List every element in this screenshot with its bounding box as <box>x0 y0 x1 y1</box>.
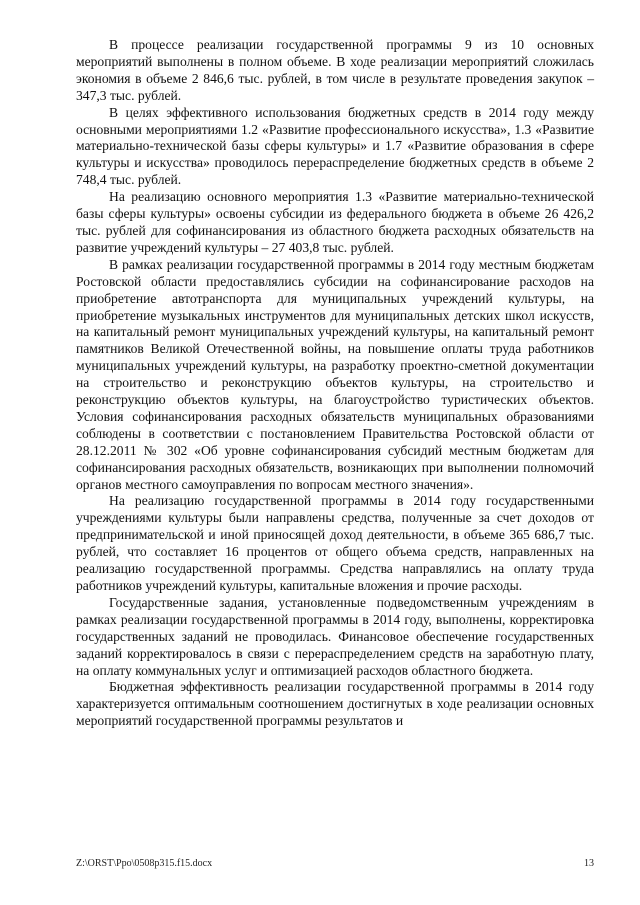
paragraph-federal-subsidies: На реализацию основного мероприятия 1.3 «Развитие материально-технической базы сферы культуры» освоены субсидии из федерального бюджета в объеме 26 426,2 тыс. рублей для софинансирования из областного бюджета расходных обязательств на развитие учреждений культуры – 27 403,8 тыс. рублей. <box>76 189 594 255</box>
page-number: 13 <box>584 858 594 869</box>
paragraph-state-tasks: Государственные задания, установленные подведомственным учреждениям в рамках реализации государственной программы в 2014 году, выполнены, корректировка государственных заданий не проводилась. Финансовое обеспечение государственных заданий корректировалось в связи с перераспределением средств на заработную плату, на оплату коммунальных услуг и оптимизацией расходов областного бюджета. <box>76 594 594 678</box>
paragraph-budget-efficiency: Бюджетная эффективность реализации государственной программы в 2014 году характеризуется оптимальным соотношением достигнутых в ходе реализации основных мероприятий государственной программы результатов и <box>76 679 594 729</box>
paragraph-redistribution: В целях эффективного использования бюджетных средств в 2014 году между основными мероприятиями 1.2 «Развитие профессионального искусства», 1.3 «Развитие материально-технической базы сферы культуры» и 1.7 «Развитие образования в сфере культуры и искусства» проводилось перераспределение бюджетных средств в объеме 2 748,4 тыс. рублей. <box>76 104 594 188</box>
footer-file-path: Z:\ORST\Ppo\0508p315.f15.docx <box>76 858 213 869</box>
document-body <box>76 37 594 730</box>
paragraph-savings: В процессе реализации государственной программы 9 из 10 основных мероприятий выполнены в полном объеме. В ходе реализации мероприятий сложилась экономия в объеме 2 846,6 тыс. рублей, в том числе в результате проведения закупок – 347,3 тыс. рублей. <box>76 37 594 103</box>
paragraph-income-activity: На реализацию государственной программы в 2014 году государственными учреждениями культуры были направлены средства, полученные за счет доходов от предпринимательской и иной приносящей доход деятельности, в объеме 365 686,7 тыс. рублей, что составляет 16 процентов от общего объема средств, направленных на реализацию государственной программы. Средства направлялись на оплату труда работников учреждений культуры, капитальные вложения и прочие расходы. <box>76 493 594 593</box>
paragraph-local-budgets: В рамках реализации государственной программы в 2014 году местным бюджетам Ростовской области предоставлялись субсидии на софинансирование расходов на приобретение автотранспорта для муниципальных учреждений культуры, на приобретение музыкальных инструментов для муниципальных детских школ искусств, на капитальный ремонт муниципальных учреждений культуры, на капитальный ремонт памятников Великой Отечественной войны, на повышение оплаты труда работников муниципальных учреждений культуры, на разработку проектно-сметной документации на строительство и реконструкцию объектов культуры, на строительство и реконструкцию объектов культуры, на благоустройство туристических объектов. Условия софинансирования расходных обязательств муниципальных образованиями соблюдены в соответствии с постановлением Правительства Ростовской области от 28.12.2011 № 302 «Об уровне софинансирования субсидий местным бюджетам для софинансирования расходных обязательств, возникающих при выполнении полномочий органов местного самоуправления по вопросам местного значения». <box>76 256 594 492</box>
